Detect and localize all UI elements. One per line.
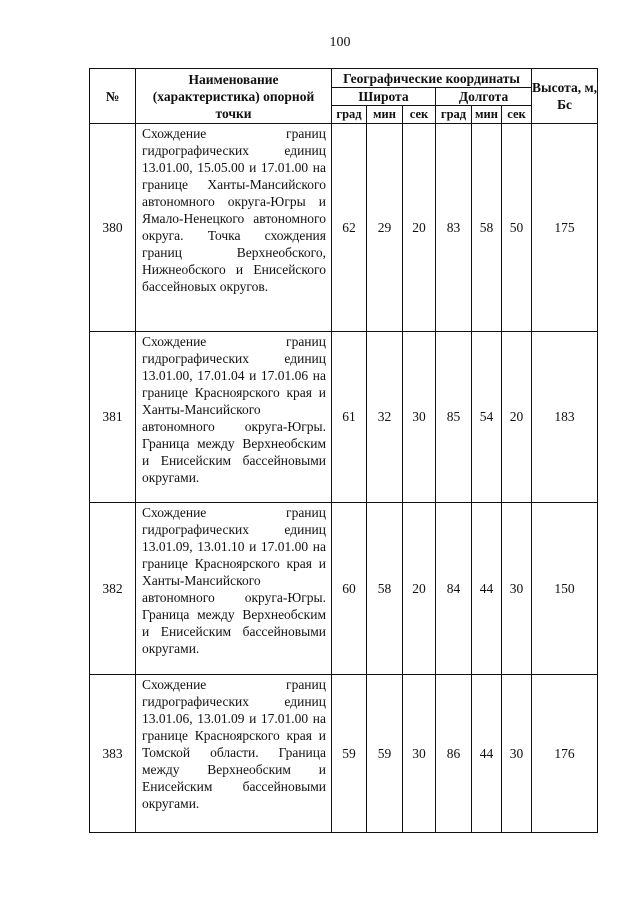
row-number: 381 [90,332,136,503]
lat-sec: 30 [403,332,436,503]
page-number: 100 [329,35,351,50]
row-name: Схождение границ гидрографических единиц 13.01.00, 15.05.00 и 17.01.00 на границе Ханты-Мансийского автономного округа-Югры и Ямало-Ненецкого автономного округа. Точка схождения границ Верхнеобского, Нижнеобского и Енисейского бассейновых округов. [136,124,332,332]
row-number: 380 [90,124,136,332]
lon-sec: 50 [502,124,532,332]
lat-min: 58 [367,503,403,675]
lon-deg: 83 [436,124,472,332]
header-lon-sec: сек [502,106,532,124]
lat-min: 29 [367,124,403,332]
lon-min: 44 [472,675,502,833]
height-value: 183 [532,332,598,503]
lon-min: 44 [472,503,502,675]
height-value: 150 [532,503,598,675]
lon-sec: 20 [502,332,532,503]
header-lat-sec: сек [403,106,436,124]
header-height: Высота, м, Бс [532,69,598,124]
row-name: Схождение границ гидрографических единиц 13.01.00, 17.01.04 и 17.01.06 на границе Красноярского края и Ханты-Мансийского автономного округа-Югры. Граница между Верхнеобским и Енисейским бассейновыми округами. [136,332,332,503]
header-geo-coordinates: Географические координаты [332,69,532,88]
lat-sec: 20 [403,503,436,675]
row-number: 382 [90,503,136,675]
reference-points-table [89,68,598,833]
lon-deg: 85 [436,332,472,503]
row-number: 383 [90,675,136,833]
table-row [90,503,598,675]
row-name: Схождение границ гидрографических единиц 13.01.09, 13.01.10 и 17.01.00 на границе Красноярского края и Ханты-Мансийского автономного округа-Югры. Граница между Верхнеобским и Енисейским бассейновыми округами. [136,503,332,675]
lat-sec: 20 [403,124,436,332]
lon-min: 54 [472,332,502,503]
lat-deg: 61 [332,332,367,503]
header-longitude: Долгота [436,88,532,106]
table-row [90,124,598,332]
lon-sec: 30 [502,503,532,675]
lat-sec: 30 [403,675,436,833]
lat-deg: 59 [332,675,367,833]
header-name: Наименование (характеристика) опорной точки [136,69,332,124]
height-value: 175 [532,124,598,332]
lon-deg: 84 [436,503,472,675]
header-lon-deg: град [436,106,472,124]
header-lon-min: мин [472,106,502,124]
lon-min: 58 [472,124,502,332]
header-latitude: Широта [332,88,436,106]
height-value: 176 [532,675,598,833]
lat-deg: 62 [332,124,367,332]
lat-min: 32 [367,332,403,503]
table-row [90,332,598,503]
lat-deg: 60 [332,503,367,675]
row-name: Схождение границ гидрографических единиц 13.01.06, 13.01.09 и 17.01.00 на границе Красноярского края и Томской области. Граница между Верхнеобским и Енисейским бассейновыми округами. [136,675,332,833]
table-row [90,675,598,833]
header-lat-deg: град [332,106,367,124]
lon-deg: 86 [436,675,472,833]
header-number: № [90,69,136,124]
header-lat-min: мин [367,106,403,124]
lat-min: 59 [367,675,403,833]
lon-sec: 30 [502,675,532,833]
